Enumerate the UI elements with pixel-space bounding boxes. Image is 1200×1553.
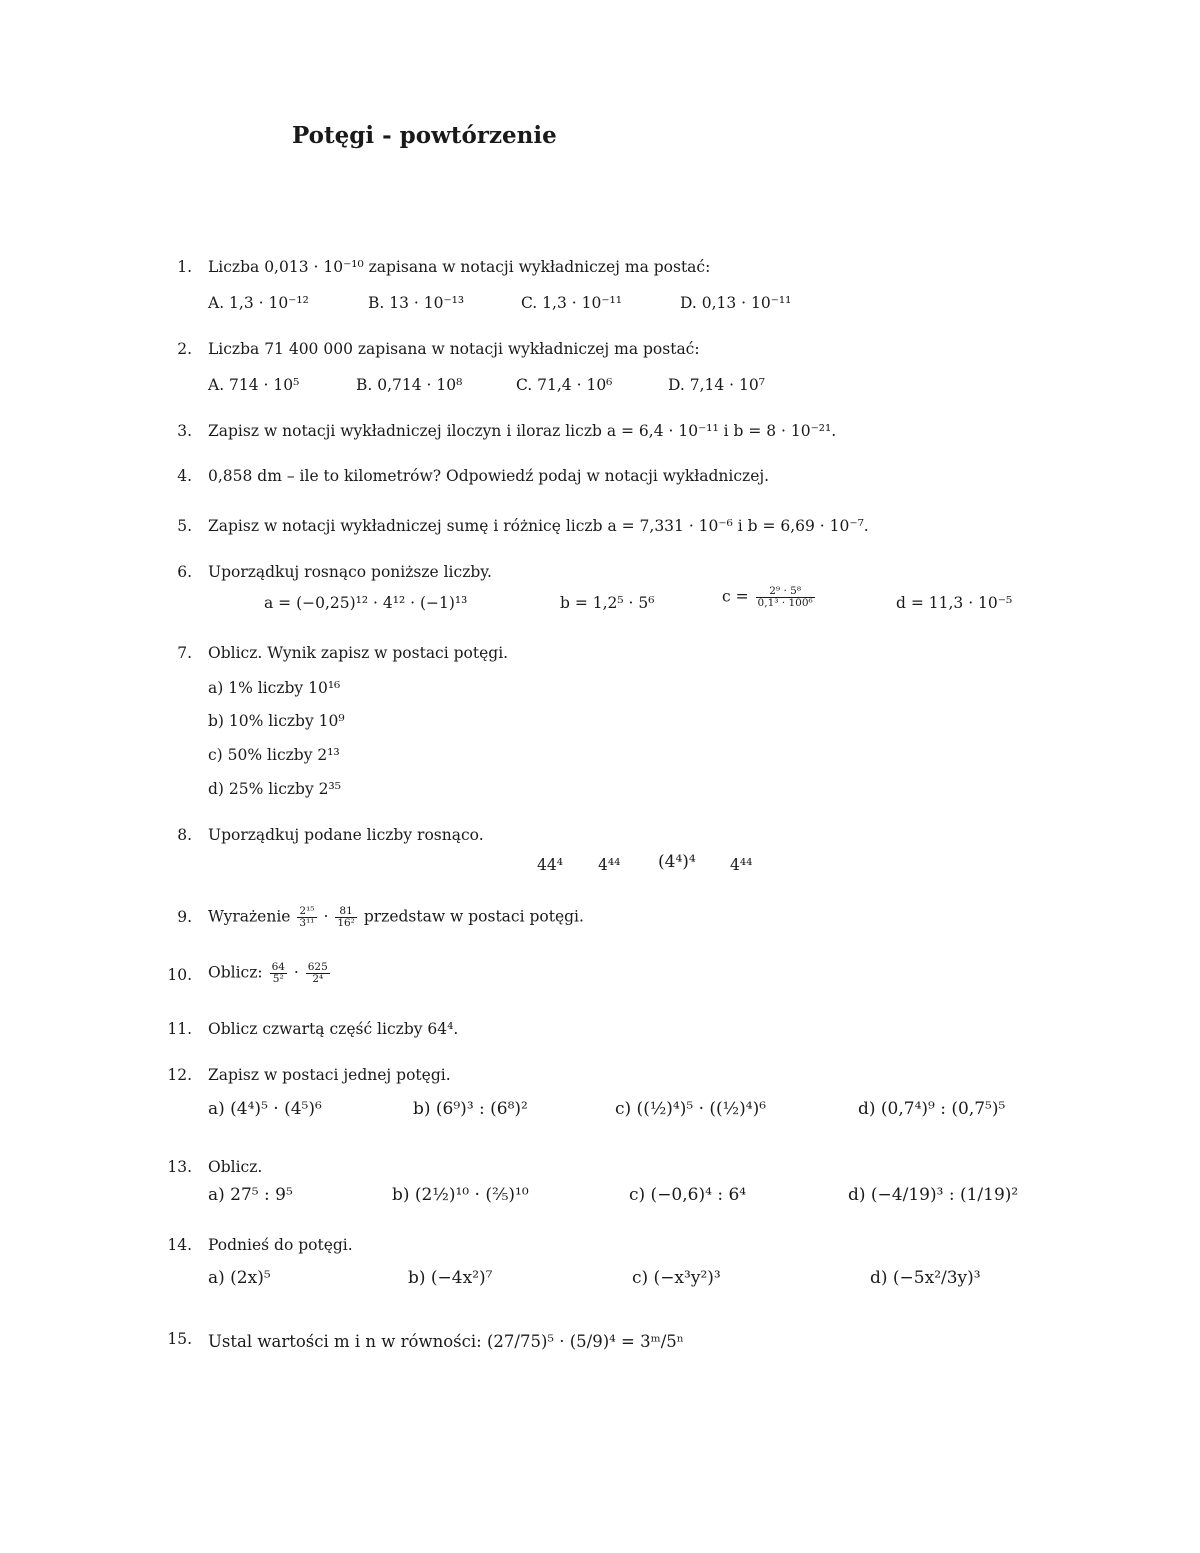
exercise-text bbox=[208, 906, 584, 929]
exercise-number: 2. bbox=[177, 340, 192, 358]
option-c: C. 71,4 · 10⁶ bbox=[516, 376, 613, 394]
exercise-number: 7. bbox=[177, 644, 192, 662]
item-d: d) (0,7⁴)⁹ : (0,7⁵)⁵ bbox=[858, 1099, 1006, 1119]
exercise-number: 11. bbox=[167, 1020, 192, 1038]
exercise-number: 5. bbox=[177, 517, 192, 535]
exercise-number: 3. bbox=[177, 422, 192, 440]
fraction-denominator: 5² bbox=[272, 973, 284, 985]
item-c: c) (−0,6)⁴ : 6⁴ bbox=[629, 1185, 747, 1205]
number-b: b = 1,2⁵ · 5⁶ bbox=[560, 594, 655, 612]
number-4: 4⁴⁴ bbox=[730, 856, 753, 874]
text-pre: Wyrażenie bbox=[208, 907, 291, 926]
fraction-denominator: 3¹¹ bbox=[299, 917, 315, 929]
fraction-2 bbox=[306, 962, 330, 985]
multiply-sign: · bbox=[293, 963, 299, 982]
option-d: D. 0,13 · 10⁻¹¹ bbox=[680, 294, 792, 312]
number-c bbox=[722, 586, 817, 609]
exercise-number: 13. bbox=[167, 1158, 192, 1176]
exercise-number: 6. bbox=[177, 563, 192, 581]
number-a: a = (−0,25)¹² · 4¹² · (−1)¹³ bbox=[264, 594, 468, 612]
exercise-text: Uporządkuj podane liczby rosnąco. bbox=[208, 826, 484, 844]
exercise-text: Oblicz. bbox=[208, 1158, 263, 1176]
exercise-text: Zapisz w postaci jednej potęgi. bbox=[208, 1066, 451, 1084]
exercise-text: Oblicz. Wynik zapisz w postaci potęgi. bbox=[208, 644, 509, 662]
exercise-text: Podnieś do potęgi. bbox=[208, 1236, 353, 1254]
number-1: 44⁴ bbox=[537, 856, 563, 874]
number-2: 4⁴⁴ bbox=[598, 856, 621, 874]
text-pre: Oblicz: bbox=[208, 963, 263, 982]
page-title: Potęgi - powtórzenie bbox=[292, 122, 557, 149]
item-d: d) (−5x²/3y)³ bbox=[870, 1268, 981, 1288]
exercise-5-text: Zapisz w notacji wykładniczej sumę i różnicę liczb a = 7,331 · 10⁻⁶ i b = 6,69 · 10⁻⁷. bbox=[208, 517, 869, 535]
option-c: C. 1,3 · 10⁻¹¹ bbox=[521, 294, 622, 312]
fraction-numerator: 2⁹ · 5⁸ bbox=[756, 586, 815, 598]
exercise-number: 12. bbox=[167, 1066, 192, 1084]
item-c: c) (−x³y²)³ bbox=[632, 1268, 721, 1288]
item-a: a) 1% liczby 10¹⁶ bbox=[208, 679, 341, 697]
exercise-4-text: 0,858 dm – ile to kilometrów? Odpowiedź podaj w notacji wykładniczej. bbox=[208, 467, 770, 485]
item-b: b) (−4x²)⁷ bbox=[408, 1268, 493, 1288]
option-d: D. 7,14 · 10⁷ bbox=[668, 376, 765, 394]
fraction-2 bbox=[335, 906, 357, 929]
option-a: A. 714 · 10⁵ bbox=[208, 376, 300, 394]
item-a: a) (4⁴)⁵ · (4⁵)⁶ bbox=[208, 1099, 322, 1119]
item-a: a) (2x)⁵ bbox=[208, 1268, 271, 1288]
option-b: B. 0,714 · 10⁸ bbox=[356, 376, 463, 394]
exercise-number: 10. bbox=[167, 966, 192, 984]
option-a: A. 1,3 · 10⁻¹² bbox=[208, 294, 309, 312]
exercise-number: 14. bbox=[167, 1236, 192, 1254]
exercise-text: Liczba 0,013 · 10⁻¹⁰ zapisana w notacji wykładniczej ma postać: bbox=[208, 258, 711, 276]
number-c-fraction bbox=[756, 586, 815, 609]
multiply-sign: · bbox=[323, 907, 329, 926]
item-a: a) 27⁵ : 9⁵ bbox=[208, 1185, 293, 1205]
fraction-numerator: 64 bbox=[271, 961, 285, 973]
fraction-numerator: 2¹⁵ bbox=[299, 905, 315, 917]
exercise-number: 9. bbox=[177, 908, 192, 926]
exercise-11-text: Oblicz czwartą część liczby 64⁴. bbox=[208, 1020, 459, 1038]
number-3: (4⁴)⁴ bbox=[658, 852, 696, 872]
item-b: b) (6⁹)³ : (6⁸)² bbox=[413, 1099, 528, 1119]
fraction-denominator: 2⁴ bbox=[312, 973, 324, 985]
fraction-numerator: 81 bbox=[335, 906, 357, 918]
text-post: przedstaw w postaci potęgi. bbox=[363, 907, 584, 926]
exercise-number: 4. bbox=[177, 467, 192, 485]
exercise-3-text: Zapisz w notacji wykładniczej iloczyn i iloraz liczb a = 6,4 · 10⁻¹¹ i b = 8 · 10⁻²¹. bbox=[208, 422, 837, 440]
exercise-text: Liczba 71 400 000 zapisana w notacji wykładniczej ma postać: bbox=[208, 340, 700, 358]
item-d: d) (−4/19)³ : (1/19)² bbox=[848, 1185, 1019, 1205]
fraction-denominator: 16² bbox=[337, 917, 355, 929]
fraction-numerator: 625 bbox=[307, 961, 328, 973]
number-d: d = 11,3 · 10⁻⁵ bbox=[896, 594, 1013, 612]
exercise-text bbox=[208, 962, 332, 985]
exercise-text: Uporządkuj rosnąco poniższe liczby. bbox=[208, 563, 492, 581]
item-c: c) 50% liczby 2¹³ bbox=[208, 746, 340, 764]
fraction-1 bbox=[270, 962, 287, 985]
fraction-denominator: 0,1³ · 100⁶ bbox=[757, 597, 813, 609]
fraction-1 bbox=[297, 906, 316, 929]
exercise-number: 1. bbox=[177, 258, 192, 276]
number-c-label: c = bbox=[722, 587, 749, 606]
item-b: b) (2½)¹⁰ · (⅖)¹⁰ bbox=[392, 1185, 529, 1205]
exercise-number: 15. bbox=[167, 1330, 192, 1348]
exercise-number: 8. bbox=[177, 826, 192, 844]
item-d: d) 25% liczby 2³⁵ bbox=[208, 780, 341, 798]
exercise-15-text: Ustal wartości m i n w równości: (27/75)⁵ · (5/9)⁴ = 3ᵐ/5ⁿ bbox=[208, 1332, 684, 1351]
item-c: c) ((½)⁴)⁵ · ((½)⁴)⁶ bbox=[615, 1099, 767, 1119]
item-b: b) 10% liczby 10⁹ bbox=[208, 712, 345, 730]
option-b: B. 13 · 10⁻¹³ bbox=[368, 294, 465, 312]
